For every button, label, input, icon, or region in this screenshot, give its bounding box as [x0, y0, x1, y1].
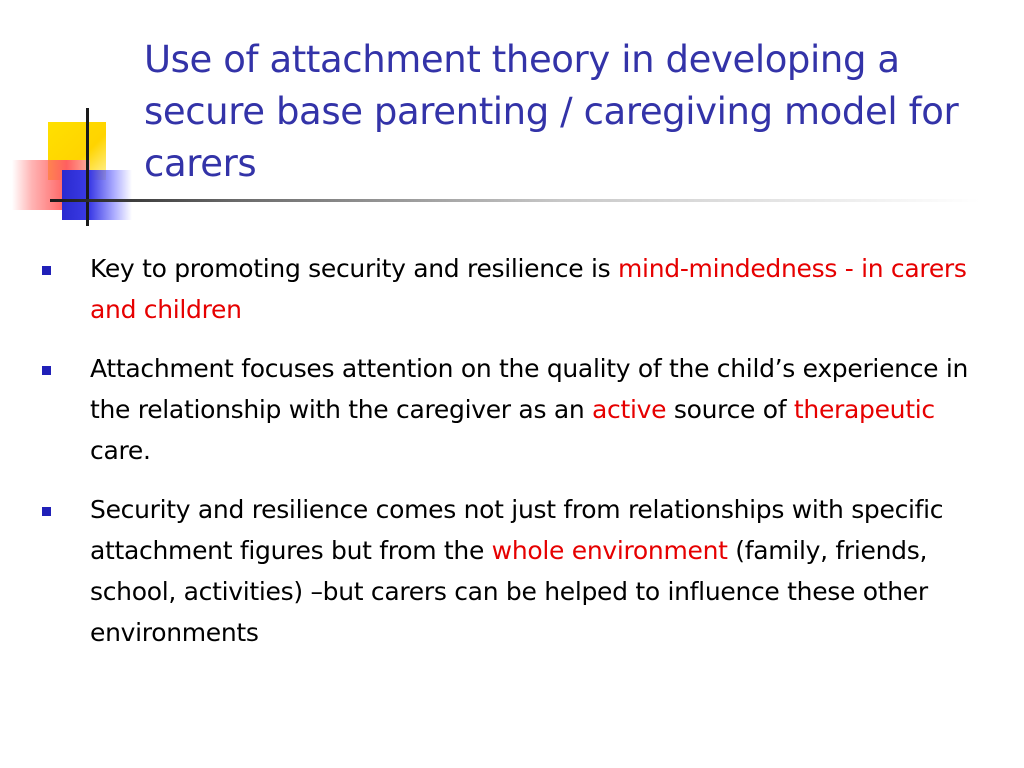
decorative-squares-logo [0, 100, 160, 230]
bullet-text-part: source of [666, 395, 794, 424]
bullet-item [40, 248, 990, 330]
title-divider [50, 199, 980, 202]
bullet-text-highlight: whole environment [491, 536, 728, 565]
square-bullet-icon [42, 266, 51, 275]
bullet-text-part: Attachment focuses attention on the quality of the child’s experience in the relationship with the caregiver as an [90, 354, 969, 424]
bullet-text-highlight: mind-mindedness - in carers and children [90, 254, 967, 324]
bullet-item [40, 348, 990, 471]
slide-title: Use of attachment theory in developing a secure base parenting / caregiving model for carers [144, 38, 959, 185]
vertical-line-shape [86, 108, 89, 226]
bullet-text-highlight: therapeutic [793, 395, 935, 424]
bullet-text-part: (family, friends, school, activities) –but carers can be helped to influence these other environments [90, 536, 928, 647]
square-bullet-icon [42, 366, 51, 375]
bullet-text-part: Key to promoting security and resilience is [90, 254, 618, 283]
blue-square-shape [62, 170, 132, 220]
bullet-text-highlight: active [592, 395, 667, 424]
bullet-item [40, 489, 990, 653]
square-bullet-icon [42, 507, 51, 516]
bullet-text-part: Security and resilience comes not just from relationships with specific attachment figures but from the [90, 495, 944, 565]
bullet-list [40, 248, 990, 671]
bullet-text-part: care. [90, 436, 151, 465]
